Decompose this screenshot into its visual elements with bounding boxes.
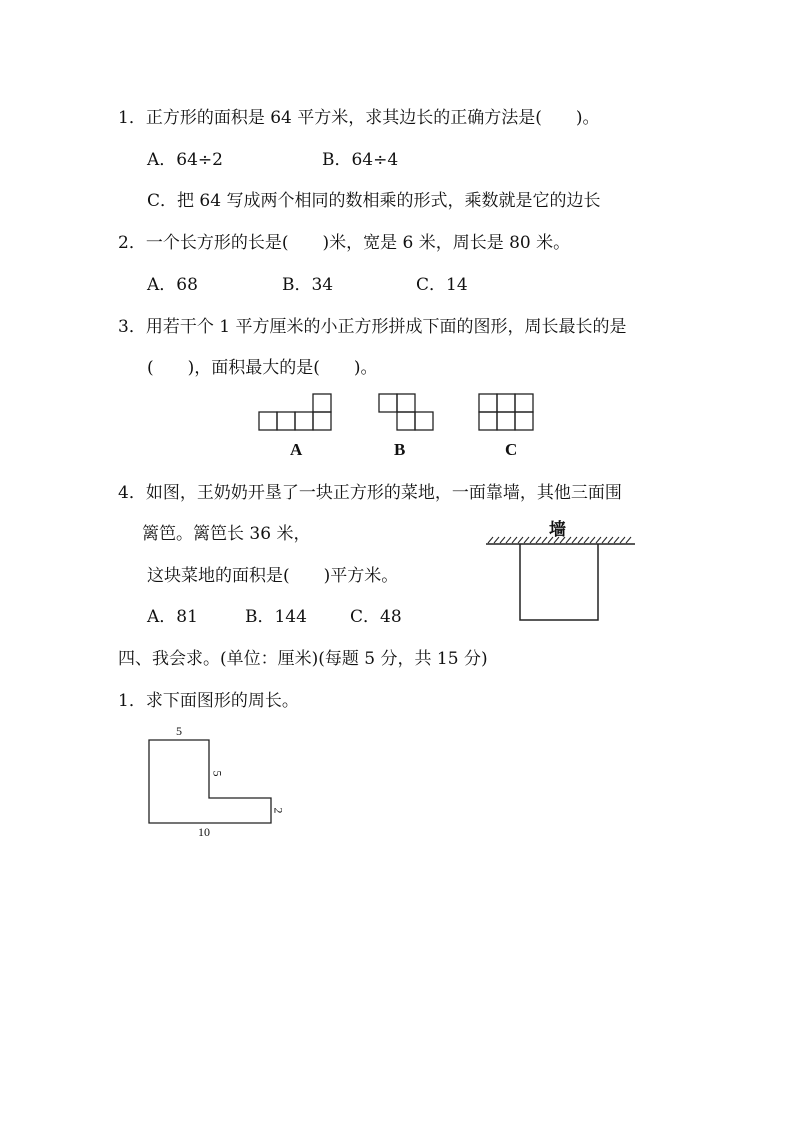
q4-option-c: C．48 — [350, 607, 402, 627]
q1-option-b: B．64÷4 — [322, 150, 399, 170]
shape-c — [479, 394, 533, 430]
q3-stem-line2: ( )，面积最大的是( )。 — [147, 358, 378, 378]
q4-option-b: B．144 — [245, 607, 307, 627]
shape-a-label: A — [290, 440, 303, 459]
vegetable-garden-figure — [484, 536, 638, 624]
q4-stem-line2: 篱笆。篱笆长 36 米， — [142, 524, 311, 544]
q4-stem-line1: 4．如图，王奶奶开垦了一块正方形的菜地，一面靠墙，其他三面围 — [118, 483, 622, 503]
shape-c-label: C — [505, 440, 518, 459]
q2-stem: 2．一个长方形的长是( )米，宽是 6 米，周长是 80 米。 — [118, 233, 571, 253]
l-shape-inner-label: 5 — [210, 770, 225, 777]
section4-heading: 四、我会求。(单位：厘米)(每题 5 分，共 15 分) — [118, 649, 488, 669]
q4-stem-line3: 这块菜地的面积是( )平方米。 — [147, 566, 399, 586]
q3-stem-line1: 3．用若干个 1 平方厘米的小正方形拼成下面的图形，周长最长的是 — [118, 317, 627, 337]
wall-label: 墙 — [549, 520, 566, 540]
q1-option-c: C．把 64 写成两个相同的数相乘的形式，乘数就是它的边长 — [147, 191, 601, 211]
q2-option-c: C．14 — [416, 275, 468, 295]
l-shape-figure — [140, 730, 290, 830]
q1-option-a: A．64÷2 — [147, 150, 223, 170]
q3-shapes-figure — [255, 392, 545, 436]
l-shape-right-label: 2 — [271, 807, 286, 814]
q2-option-a: A．68 — [147, 275, 198, 295]
q1-stem: 1．正方形的面积是 64 平方米，求其边长的正确方法是( )。 — [118, 108, 600, 128]
shape-b — [379, 394, 433, 430]
shape-b-label: B — [394, 440, 406, 459]
l-shape-bottom-label: 10 — [198, 825, 210, 839]
l-shape-top-label: 5 — [176, 724, 182, 738]
q4-option-a: A．81 — [147, 607, 198, 627]
shape-a — [259, 394, 331, 430]
q2-option-b: B．34 — [282, 275, 334, 295]
section4-q1-stem: 1．求下面图形的周长。 — [118, 691, 299, 711]
